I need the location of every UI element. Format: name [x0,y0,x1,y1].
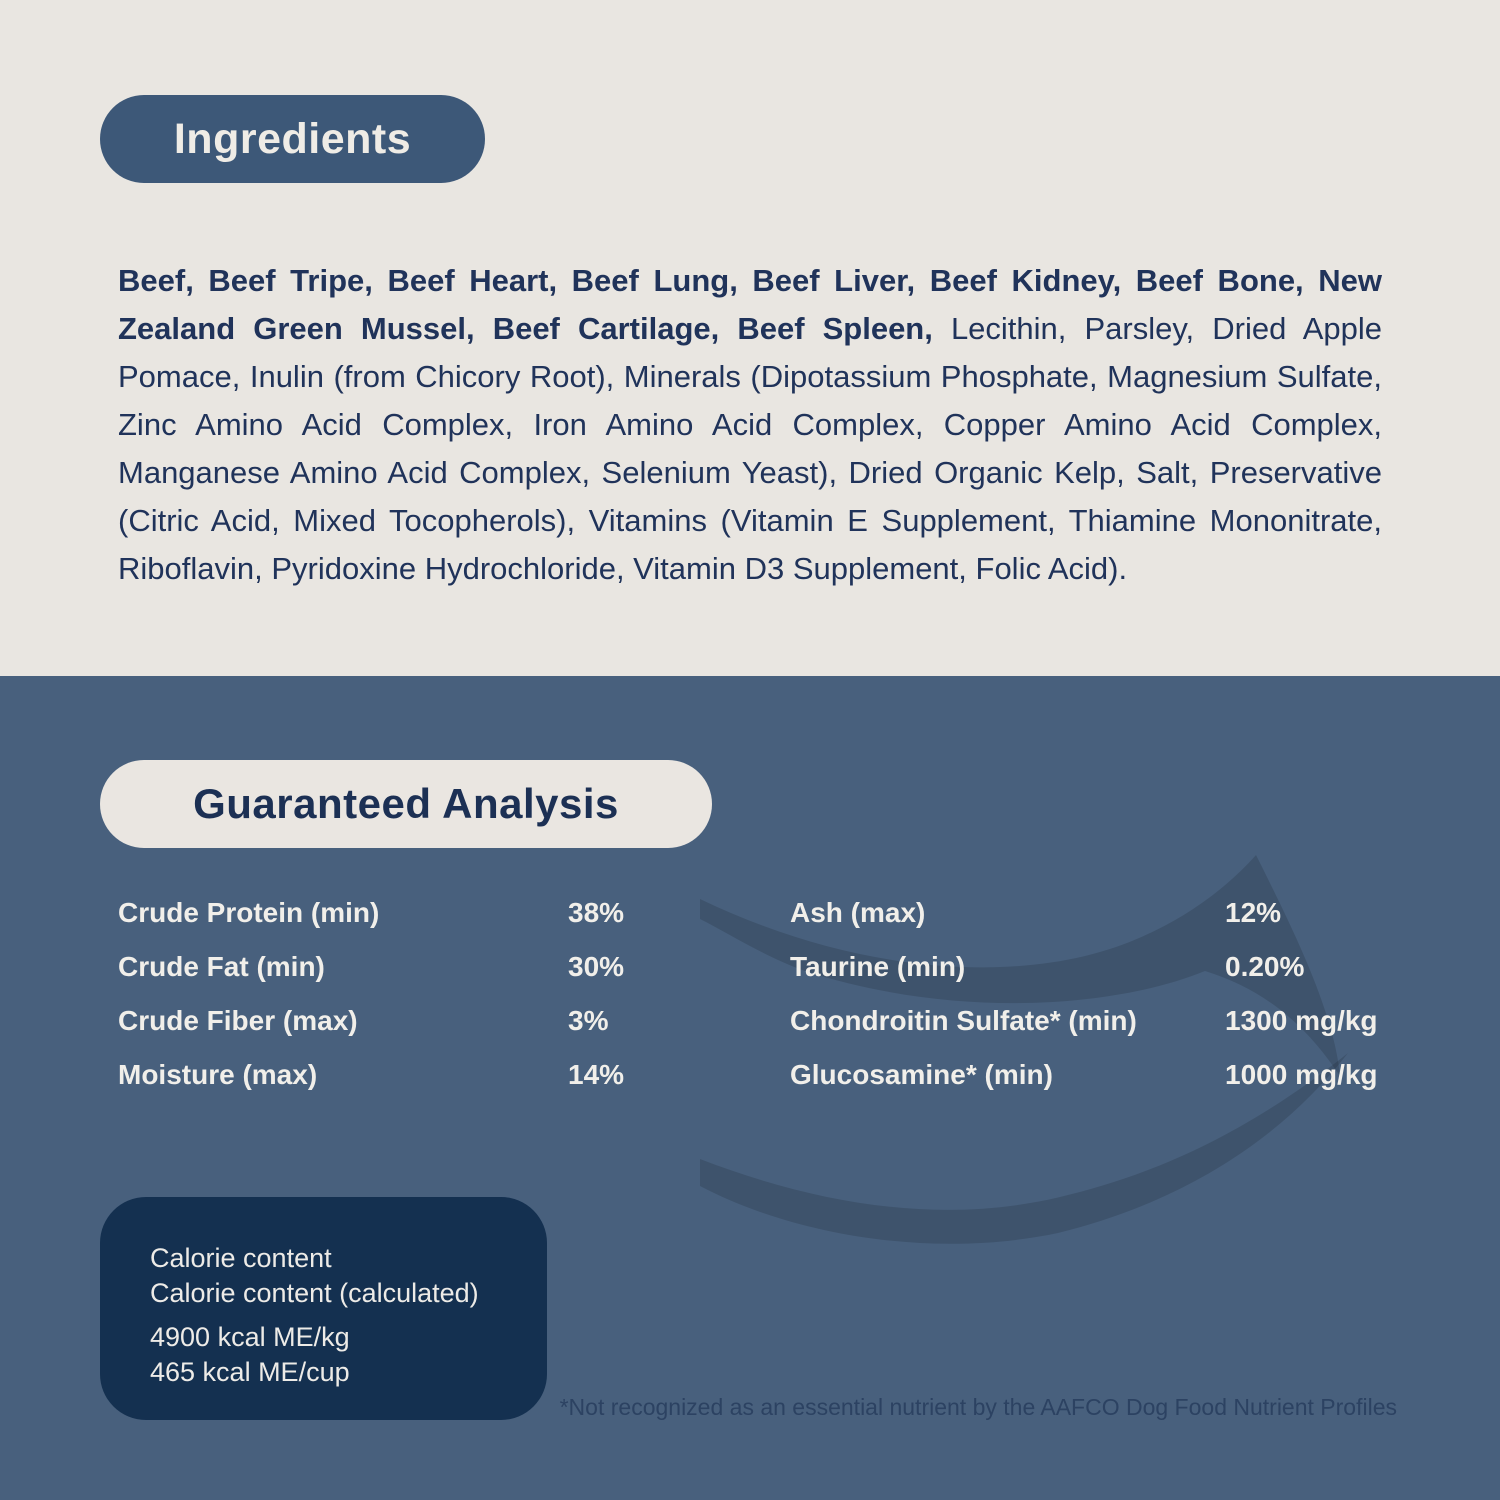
calorie-kcal-per-cup: 465 kcal ME/cup [150,1357,350,1387]
table-row [118,940,624,994]
table-row [118,1048,624,1102]
analysis-table-left-column [118,886,624,1102]
nutrient-label: Taurine (min) [790,951,966,982]
ingredients-secondary-list: Lecithin, Parsley, Dried Apple Pomace, Inulin (from Chicory Root), Minerals (Dipotassium Phosphate, Magnesium Sulfate, Zinc Amino Acid Complex, Iron Amino Acid Complex, Copper Amino Acid Complex, Manganese Amino Acid Complex, Selenium Yeast), Dried Organic Kelp, Salt, Preservative (Citric Acid, Mixed Tocopherols), Vitamins (Vitamin E Supplement, Thiamine Mononitrate, Riboflavin, Pyridoxine Hydrochloride, Vitamin D3 Supplement, Folic Acid). [118,311,1382,586]
nutrient-label: Ash (max) [790,897,926,928]
calorie-content-box [100,1197,547,1420]
nutrient-value: 0.20% [1225,951,1305,982]
guaranteed-analysis-section [0,676,1500,1500]
nutrient-value: 1000 mg/kg [1225,1059,1378,1090]
nutrient-value: 30% [568,951,625,982]
ingredients-heading: Ingredients [173,114,412,163]
nutrient-value: 12% [1225,897,1282,928]
guaranteed-analysis-heading-pill [100,760,712,848]
ingredients-section [0,0,1500,676]
ingredients-paragraph [118,257,1382,593]
table-row [118,994,624,1048]
table-row [790,1048,1378,1102]
calorie-content-title: Calorie content [150,1243,332,1273]
nutrient-label: Crude Fiber (max) [118,1005,358,1036]
table-row [118,886,624,940]
nutrient-value: 1300 mg/kg [1225,1005,1378,1036]
calorie-kcal-per-kg: 4900 kcal ME/kg [150,1322,350,1352]
aafco-footnote: *Not recognized as an essential nutrient by the AAFCO Dog Food Nutrient Profiles [559,1394,1397,1420]
guaranteed-analysis-heading: Guaranteed Analysis [193,780,619,827]
nutrient-value: 14% [568,1059,625,1090]
ingredients-heading-pill [100,95,485,183]
nutrient-value: 38% [568,897,625,928]
ingredients-primary-list: Beef, Beef Tripe, Beef Heart, Beef Lung, Beef Liver, Beef Kidney, Beef Bone, New Zealand Green Mussel, Beef Cartilage, Beef Spleen, [118,263,1382,346]
nutrient-value: 3% [568,1005,609,1036]
nutrient-label: Moisture (max) [118,1059,318,1090]
nutrient-label: Crude Fat (min) [118,951,325,982]
nutrient-label: Chondroitin Sulfate* (min) [790,1005,1137,1036]
analysis-table-right-column [790,886,1378,1102]
nutrient-label: Glucosamine* (min) [790,1059,1053,1090]
table-row [790,940,1378,994]
table-row [790,994,1378,1048]
table-row [790,886,1378,940]
nutrient-label: Crude Protein (min) [118,897,380,928]
calorie-content-subtitle: Calorie content (calculated) [150,1278,479,1308]
